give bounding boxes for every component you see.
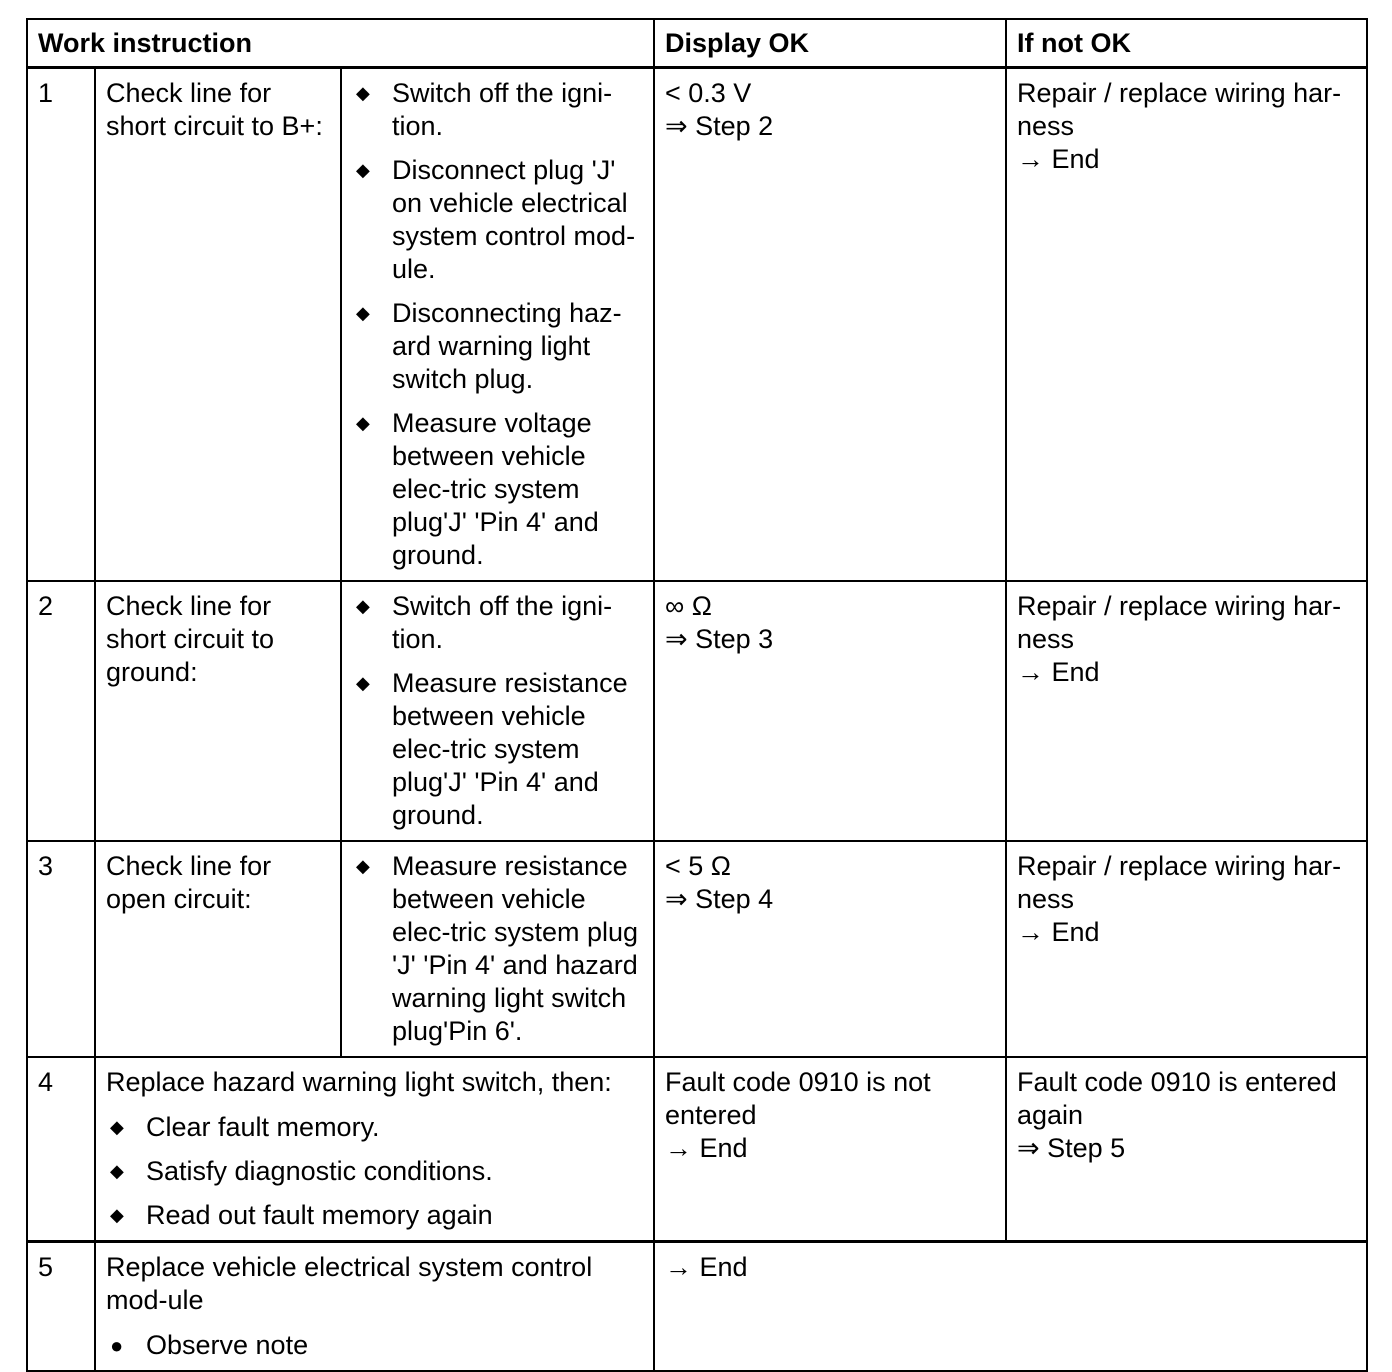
action-text: Clear fault memory. <box>146 1112 380 1142</box>
not-ok-next-step: ⇒ Step 5 <box>1017 1133 1126 1163</box>
table-row <box>27 1242 1367 1372</box>
action-text: Measure resistance between vehicle elec-tric system plug'J' 'Pin 4' and ground. <box>392 668 628 830</box>
action-text: Observe note <box>146 1330 309 1360</box>
instruction-cell <box>95 1057 654 1242</box>
list-item <box>352 850 643 1048</box>
list-item <box>352 407 643 572</box>
ok-next-step: → End <box>665 1252 748 1282</box>
diamond-bullet-icon: ◆ <box>356 303 370 323</box>
action-text: Read out fault memory again <box>146 1200 493 1230</box>
not-ok-cell <box>1006 841 1367 1057</box>
action-cell <box>341 68 654 582</box>
header-if-not-ok: If not OK <box>1006 19 1367 68</box>
list-item <box>106 1329 643 1362</box>
diamond-bullet-icon: ◆ <box>110 1161 124 1181</box>
list-item <box>352 77 643 143</box>
diamond-bullet-icon: ◆ <box>356 596 370 616</box>
display-ok-cell <box>654 841 1006 1057</box>
instruction-text: Replace vehicle electrical system control mod-ule <box>106 1252 593 1315</box>
list-item <box>106 1111 643 1144</box>
diamond-bullet-icon: ◆ <box>356 413 370 433</box>
action-list <box>352 77 643 572</box>
diamond-bullet-icon: ◆ <box>110 1117 124 1137</box>
action-text: Measure voltage between vehicle elec-tric system plug'J' 'Pin 4' and ground. <box>392 408 599 570</box>
instruction-text: Replace hazard warning light switch, then: <box>106 1067 612 1097</box>
display-ok-cell <box>654 68 1006 582</box>
ok-value: < 5 Ω <box>665 851 731 881</box>
ok-value: Fault code 0910 is not entered <box>665 1067 931 1130</box>
not-ok-text: Fault code 0910 is entered again <box>1017 1067 1337 1130</box>
header-work-instruction: Work instruction <box>27 19 654 68</box>
check-description: Check line for open circuit: <box>95 841 341 1057</box>
action-text: Switch off the igni-tion. <box>392 591 613 654</box>
instruction-cell <box>95 1242 654 1372</box>
diamond-bullet-icon: ◆ <box>356 160 370 180</box>
action-text: Disconnect plug 'J' on vehicle electrical system control mod-ule. <box>392 155 636 284</box>
ok-next-step: ⇒ Step 4 <box>665 884 774 914</box>
action-list <box>352 590 643 832</box>
table-row <box>27 841 1367 1057</box>
round-bullet-icon: ● <box>110 1333 124 1358</box>
action-list <box>106 1329 643 1362</box>
diamond-bullet-icon: ◆ <box>356 673 370 693</box>
display-ok-cell <box>654 1242 1367 1372</box>
step-number: 1 <box>27 68 95 582</box>
not-ok-next-step: → End <box>1017 657 1100 687</box>
list-item <box>106 1199 643 1232</box>
work-instruction-table <box>26 18 1368 1372</box>
diamond-bullet-icon: ◆ <box>356 856 370 876</box>
display-ok-cell <box>654 1057 1006 1242</box>
list-item <box>106 1155 643 1188</box>
step-number: 4 <box>27 1057 95 1242</box>
not-ok-cell <box>1006 581 1367 841</box>
diamond-bullet-icon: ◆ <box>356 83 370 103</box>
not-ok-next-step: → End <box>1017 917 1100 947</box>
list-item <box>352 667 643 832</box>
action-list <box>106 1111 643 1232</box>
ok-value: ∞ Ω <box>665 591 712 621</box>
ok-next-step: → End <box>665 1133 748 1163</box>
action-text: Measure resistance between vehicle elec-tric system plug 'J' 'Pin 4' and hazard warning light switch plug'Pin 6'. <box>392 851 639 1046</box>
table-header-row <box>27 19 1367 68</box>
step-number: 2 <box>27 581 95 841</box>
diamond-bullet-icon: ◆ <box>110 1205 124 1225</box>
not-ok-cell <box>1006 1057 1367 1242</box>
action-cell <box>341 841 654 1057</box>
action-text: Satisfy diagnostic conditions. <box>146 1156 493 1186</box>
action-cell <box>341 581 654 841</box>
ok-next-step: ⇒ Step 2 <box>665 111 774 141</box>
not-ok-next-step: → End <box>1017 144 1100 174</box>
action-text: Disconnecting haz-ard warning light switch plug. <box>392 298 622 394</box>
table-row <box>27 68 1367 582</box>
check-description: Check line for short circuit to B+: <box>95 68 341 582</box>
header-display-ok: Display OK <box>654 19 1006 68</box>
check-description: Check line for short circuit to ground: <box>95 581 341 841</box>
ok-value: < 0.3 V <box>665 78 752 108</box>
display-ok-cell <box>654 581 1006 841</box>
not-ok-text: Repair / replace wiring har-ness <box>1017 851 1342 914</box>
not-ok-text: Repair / replace wiring har-ness <box>1017 591 1342 654</box>
step-number: 5 <box>27 1242 95 1372</box>
step-number: 3 <box>27 841 95 1057</box>
list-item <box>352 297 643 396</box>
list-item <box>352 590 643 656</box>
action-text: Switch off the igni-tion. <box>392 78 613 141</box>
not-ok-text: Repair / replace wiring har-ness <box>1017 78 1342 141</box>
table-row <box>27 581 1367 841</box>
not-ok-cell <box>1006 68 1367 582</box>
ok-next-step: ⇒ Step 3 <box>665 624 774 654</box>
list-item <box>352 154 643 286</box>
table-row <box>27 1057 1367 1242</box>
action-list <box>352 850 643 1048</box>
